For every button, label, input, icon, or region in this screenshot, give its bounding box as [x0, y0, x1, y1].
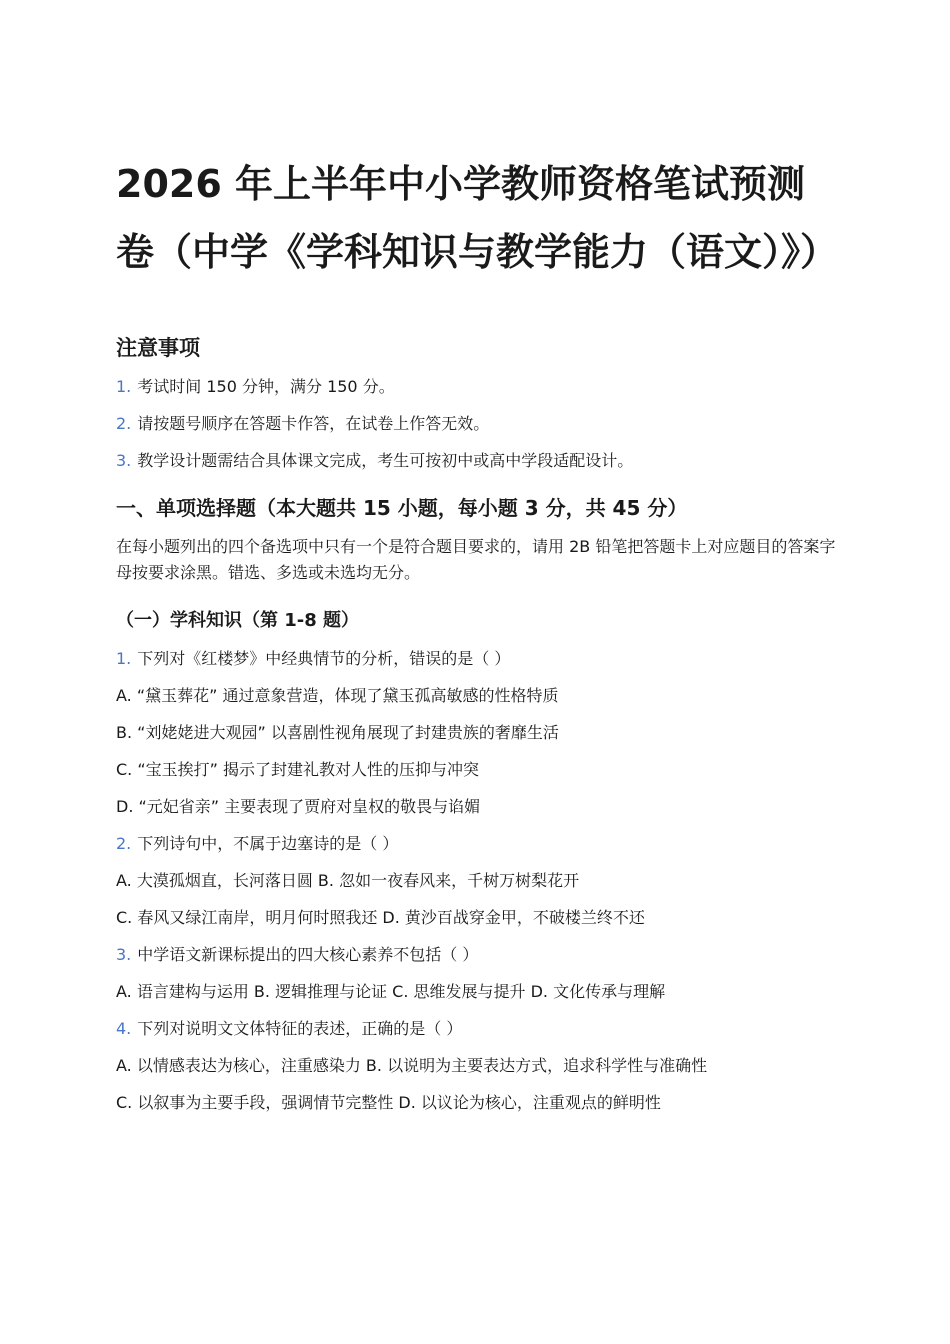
option-line: C. 春风又绿江南岸，明月何时照我还 D. 黄沙百战穿金甲，不破楼兰终不还: [116, 908, 645, 927]
option-line: B. “刘姥姥进大观园” 以喜剧性视角展现了封建贵族的奢靡生活: [116, 723, 559, 742]
section-title: 一、单项选择题（本大题共 15 小题，每小题 3 分，共 45 分）: [116, 496, 688, 520]
option-line: A. 以情感表达为核心，注重感染力 B. 以说明为主要表达方式，追求科学性与准确性: [116, 1056, 708, 1075]
question-options: [116, 685, 836, 818]
section-description: 在每小题列出的四个备选项中只有一个是符合题目要求的，请用 2B 铅笔把答题卡上对应题目的答案字母按要求涂黑。错选、多选或未选均无分。: [116, 537, 836, 582]
question-options: [116, 1055, 836, 1114]
question-stem: [116, 1018, 836, 1040]
list-number: 1.: [116, 377, 132, 396]
question-stem: [116, 648, 836, 670]
note-text: 教学设计题需结合具体课文完成，考生可按初中或高中学段适配设计。: [137, 451, 634, 470]
exam-page: [116, 150, 839, 1129]
question-2: [116, 833, 836, 929]
question-number: 1.: [116, 649, 132, 668]
list-number: 3.: [116, 451, 132, 470]
question-options: [116, 870, 836, 929]
question-text: 下列诗句中，不属于边塞诗的是（ ）: [137, 834, 399, 853]
option-line: A. 大漠孤烟直，长河落日圆 B. 忽如一夜春风来，千树万树梨花开: [116, 871, 580, 890]
list-item: [116, 376, 836, 398]
list-item: [116, 413, 836, 435]
question-3: [116, 944, 836, 1003]
question-stem: [116, 944, 836, 966]
option-line: C. “宝玉挨打” 揭示了封建礼教对人性的压抑与冲突: [116, 760, 480, 779]
question-number: 4.: [116, 1019, 132, 1038]
note-text: 考试时间 150 分钟，满分 150 分。: [137, 377, 395, 396]
question-stem: [116, 833, 836, 855]
option-line: C. 以叙事为主要手段，强调情节完整性 D. 以议论为核心，注重观点的鲜明性: [116, 1093, 661, 1112]
list-number: 2.: [116, 414, 132, 433]
question-number: 2.: [116, 834, 132, 853]
option-line: D. “元妃省亲” 主要表现了贾府对皇权的敬畏与谄媚: [116, 797, 481, 816]
question-text: 下列对《红楼梦》中经典情节的分析，错误的是（ ）: [137, 649, 511, 668]
question-options: [116, 981, 836, 1003]
notes-heading: 注意事项: [116, 336, 200, 360]
option-line: A. 语言建构与运用 B. 逻辑推理与论证 C. 思维发展与提升 D. 文化传承与理解: [116, 982, 666, 1001]
option-line: A. “黛玉葬花” 通过意象营造，体现了黛玉孤高敏感的性格特质: [116, 686, 559, 705]
question-number: 3.: [116, 945, 132, 964]
question-text: 中学语文新课标提出的四大核心素养不包括（ ）: [137, 945, 479, 964]
question-1: [116, 648, 836, 818]
subsection-title: （一）学科知识（第 1-8 题）: [116, 610, 360, 631]
question-text: 下列对说明文文体特征的表述，正确的是（ ）: [137, 1019, 463, 1038]
note-text: 请按题号顺序在答题卡作答，在试卷上作答无效。: [137, 414, 490, 433]
list-item: [116, 450, 836, 472]
page-title: 2026 年上半年中小学教师资格笔试预测卷（中学《学科知识与教学能力（语文）》）: [116, 162, 839, 274]
notes-list: [116, 376, 836, 472]
question-4: [116, 1018, 836, 1114]
